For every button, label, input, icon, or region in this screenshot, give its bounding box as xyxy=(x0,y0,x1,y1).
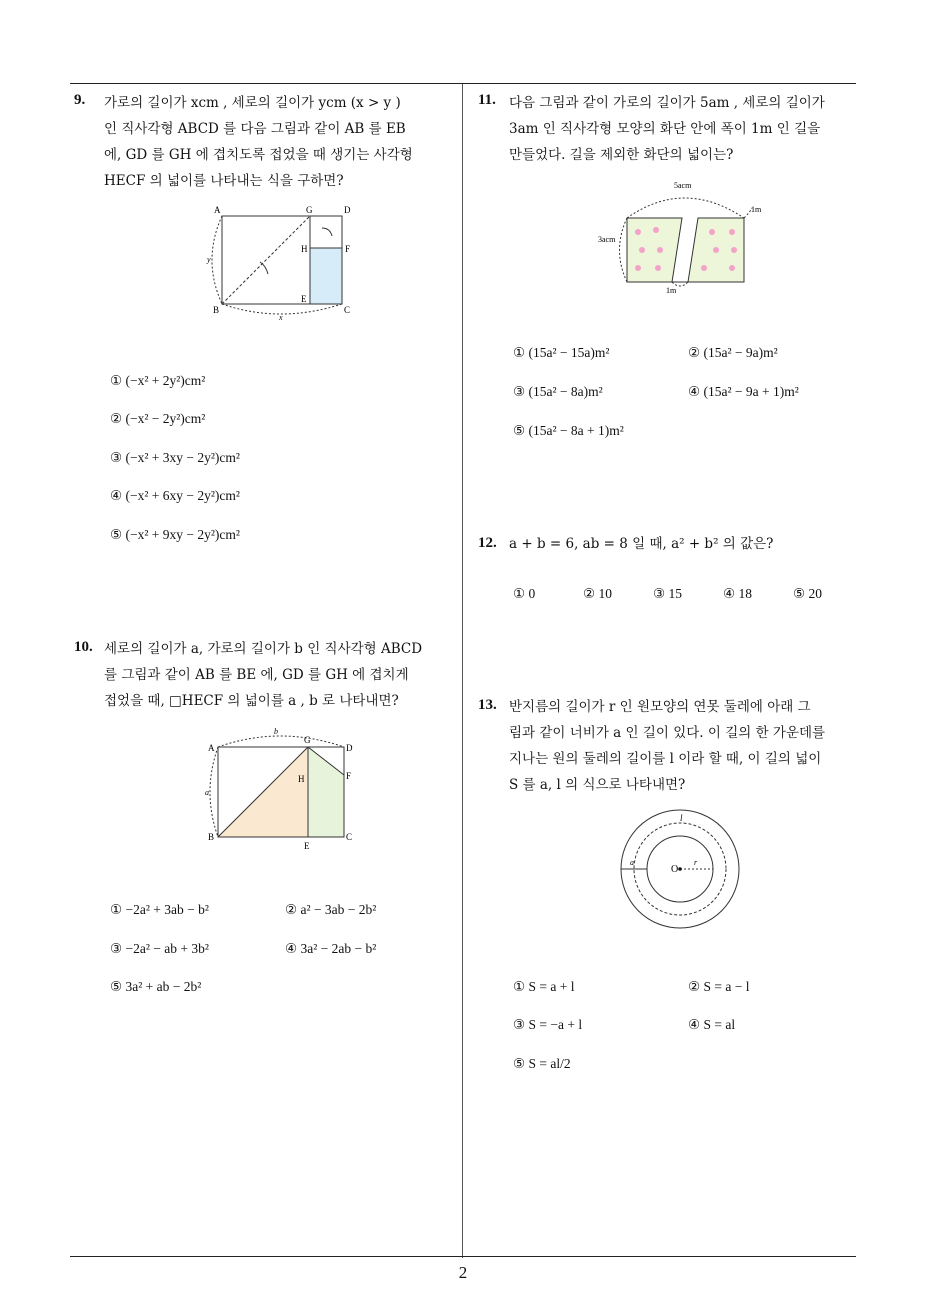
q10-option-2[interactable]: ② a² − 3ab − 2b² xyxy=(285,902,377,917)
q9-option-4[interactable]: ④ (−x² + 6xy − 2y²)cm² xyxy=(110,488,240,503)
q9-fig-E: E xyxy=(301,294,307,304)
q11-fig-right: 1m xyxy=(751,205,762,214)
q9-fig-F: F xyxy=(345,244,351,254)
page-number: 2 xyxy=(458,1263,468,1282)
q10-figure xyxy=(200,725,360,855)
q11-line: 다음 그림과 같이 가로의 길이가 5am , 세로의 길이가 xyxy=(509,95,825,111)
q13-figure xyxy=(618,806,748,936)
q11-text xyxy=(509,90,861,168)
q13-fig-l: l xyxy=(680,813,683,823)
q13-option-2[interactable]: ② S = a − l xyxy=(688,979,750,994)
q12-option-2[interactable]: ② 10 xyxy=(583,586,612,601)
q9-fig-D: D xyxy=(344,205,351,215)
q10-fig-G: G xyxy=(304,735,311,745)
q12-number: 12. xyxy=(478,535,497,551)
q13-line: 지나는 원의 둘레의 길이를 l 이라 할 때, 이 길의 넓이 xyxy=(509,751,822,767)
q9-line: 에, GD 를 GH 에 겹치도록 접었을 때 생기는 사각형 xyxy=(104,147,413,163)
q10-fig-D: D xyxy=(346,743,353,753)
q11-figure xyxy=(594,178,774,298)
q9-fig-A: A xyxy=(214,205,221,215)
q10-line: 세로의 길이가 a, 가로의 길이가 b 인 직사각형 ABCD xyxy=(104,641,423,657)
q9-fig-y: y xyxy=(207,255,211,264)
q9-number: 9. xyxy=(74,92,86,108)
q12-text xyxy=(509,531,861,557)
q9-line: HECF 의 넓이를 나타내는 식을 구하면? xyxy=(104,173,344,189)
q12-option-5[interactable]: ⑤ 20 xyxy=(793,586,822,601)
q9-figure xyxy=(200,200,360,325)
q9-line: 인 직사각형 ABCD 를 다음 그림과 같이 AB 를 EB xyxy=(104,121,406,137)
q10-fig-C: C xyxy=(346,832,353,842)
q10-line: 접었을 때, □HECF 의 넓이를 a , b 로 나타내면? xyxy=(104,693,399,709)
q13-line: 반지름의 길이가 r 인 원모양의 연못 둘레에 아래 그 xyxy=(509,699,811,715)
column-divider xyxy=(462,84,463,1258)
q11-number: 11. xyxy=(478,92,496,108)
q11-line: 3am 인 직사각형 모양의 화단 안에 폭이 1m 인 길을 xyxy=(509,121,821,137)
q10-fig-B: B xyxy=(208,832,215,842)
q9-fig-B: B xyxy=(213,305,220,315)
q9-fig-C: C xyxy=(344,305,351,315)
q9-option-3[interactable]: ③ (−x² + 3xy − 2y²)cm² xyxy=(110,450,240,465)
q10-fig-A: A xyxy=(208,743,215,753)
q10-fig-a: a xyxy=(205,788,209,797)
q13-fig-a: a xyxy=(630,858,634,867)
q13-option-4[interactable]: ④ S = al xyxy=(688,1017,736,1032)
q13-fig-r: r xyxy=(694,858,698,867)
q9-fig-x: x xyxy=(279,313,283,322)
q10-text xyxy=(104,636,456,714)
q13-number: 13. xyxy=(478,697,497,713)
q12-line: a + b = 6, ab = 8 일 때, a² + b² 의 값은? xyxy=(509,536,774,552)
q11-fig-bottom: 1m xyxy=(666,286,677,295)
q11-fig-top: 5acm xyxy=(674,181,692,190)
q12-option-1[interactable]: ① 0 xyxy=(513,586,536,601)
q10-fig-F: F xyxy=(346,771,352,781)
q13-option-3[interactable]: ③ S = −a + l xyxy=(513,1017,583,1032)
q13-line: 림과 같이 너비가 a 인 길이 있다. 이 길의 한 가운데를 xyxy=(509,725,826,741)
q10-number: 10. xyxy=(74,639,93,655)
q10-option-1[interactable]: ① −2a² + 3ab − b² xyxy=(110,902,209,917)
q10-fig-H: H xyxy=(298,774,305,784)
q11-option-2[interactable]: ② (15a² − 9a)m² xyxy=(688,345,778,360)
q11-option-4[interactable]: ④ (15a² − 9a + 1)m² xyxy=(688,384,799,399)
q9-line: 가로의 길이가 xcm , 세로의 길이가 ycm (x > y ) xyxy=(104,95,401,111)
q13-option-1[interactable]: ① S = a + l xyxy=(513,979,575,994)
q9-option-1[interactable]: ① (−x² + 2y²)cm² xyxy=(110,373,206,388)
q11-fig-left: 3acm xyxy=(598,235,616,244)
q10-option-3[interactable]: ③ −2a² − ab + 3b² xyxy=(110,941,209,956)
q11-option-3[interactable]: ③ (15a² − 8a)m² xyxy=(513,384,603,399)
q9-option-5[interactable]: ⑤ (−x² + 9xy − 2y²)cm² xyxy=(110,527,240,542)
q9-fig-G: G xyxy=(306,205,313,215)
q11-line: 만들었다. 길을 제외한 화단의 넓이는? xyxy=(509,147,734,163)
q9-text xyxy=(104,90,456,194)
q10-line: 를 그림과 같이 AB 를 BE 에, GD 를 GH 에 겹치게 xyxy=(104,667,409,683)
q12-option-3[interactable]: ③ 15 xyxy=(653,586,682,601)
q13-option-5[interactable]: ⑤ S = al/2 xyxy=(513,1056,571,1071)
q10-option-5[interactable]: ⑤ 3a² + ab − 2b² xyxy=(110,979,202,994)
q9-fig-H: H xyxy=(301,244,308,254)
q11-option-1[interactable]: ① (15a² − 15a)m² xyxy=(513,345,610,360)
q13-text xyxy=(509,694,861,798)
q13-line: S 를 a, l 의 식으로 나타내면? xyxy=(509,777,686,793)
q12-option-4[interactable]: ④ 18 xyxy=(723,586,752,601)
q13-fig-O: O xyxy=(671,864,679,875)
q9-option-2[interactable]: ② (−x² − 2y²)cm² xyxy=(110,411,206,426)
q10-fig-b: b xyxy=(274,727,278,736)
q10-option-4[interactable]: ④ 3a² − 2ab − b² xyxy=(285,941,377,956)
q11-option-5[interactable]: ⑤ (15a² − 8a + 1)m² xyxy=(513,423,624,438)
header-rule xyxy=(70,83,856,84)
footer-rule xyxy=(70,1256,856,1257)
q10-fig-E: E xyxy=(304,841,310,851)
